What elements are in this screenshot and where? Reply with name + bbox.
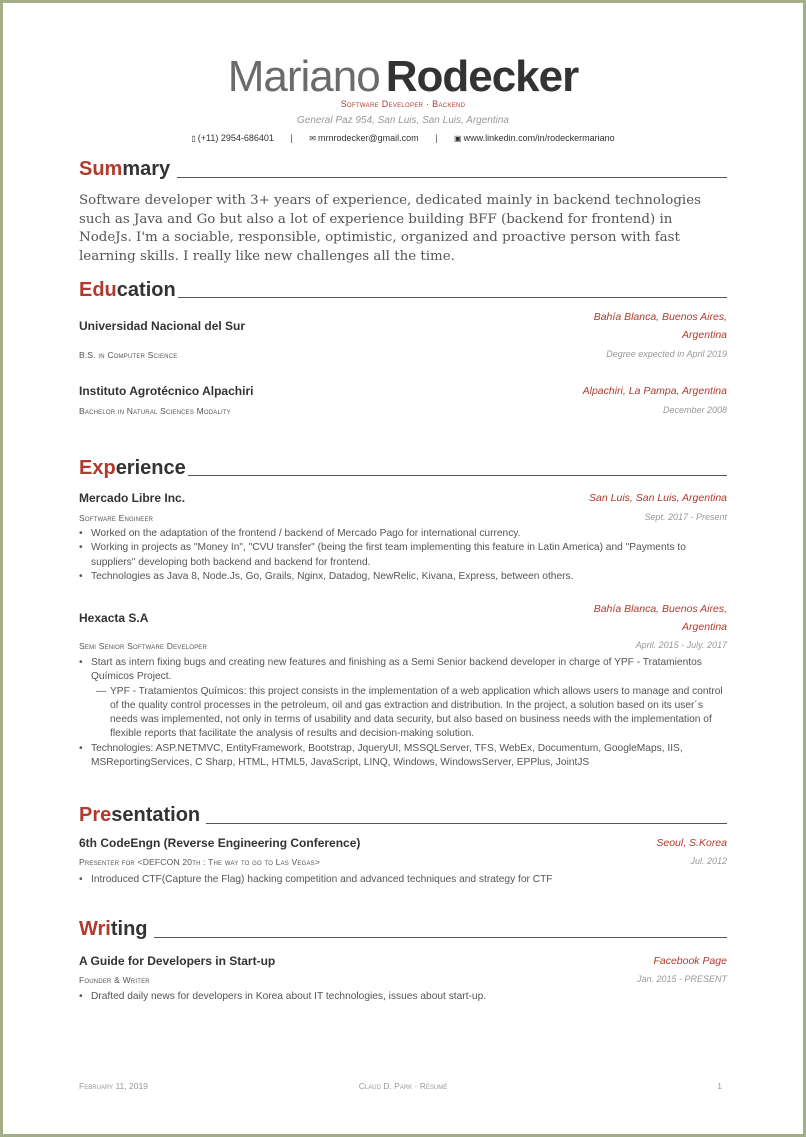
section-rule bbox=[206, 823, 727, 824]
contact-separator: | bbox=[435, 133, 438, 143]
bullet-list bbox=[79, 873, 729, 887]
section-title-experience: Experience bbox=[79, 457, 186, 479]
bullet-item: • Working in projects as "Money In", "CVU transfer" (being the first team implementing this feature in Latin America) and "Payments to suppliers" developing both backend and backend for frontend. bbox=[79, 541, 729, 570]
footer-center: Claud D. Park · Résumé bbox=[358, 1081, 448, 1091]
section-rule bbox=[188, 475, 727, 476]
section-rule bbox=[178, 297, 727, 298]
bullet-item: • Start as intern fixing bugs and creating new features and finishing as a Semi Senior backend developer in charge of YPF - Tratamientos Químicos Project. bbox=[79, 656, 729, 685]
entry-location: Alpachiri, La Pampa, Argentina bbox=[582, 385, 727, 397]
entry-title: Mercado Libre Inc. bbox=[79, 491, 186, 505]
entry-subtitle: B.S. in Computer Science bbox=[79, 350, 178, 360]
entry-title: Instituto Agrotécnico Alpachiri bbox=[79, 384, 254, 398]
entry-date: Jan. 2015 - PRESENT bbox=[636, 974, 727, 984]
entry-title: Universidad Nacional del Sur bbox=[79, 319, 246, 333]
bullet-item: • Drafted daily news for developers in Korea about IT technologies, issues about start-up. bbox=[79, 990, 729, 1004]
section-rule bbox=[154, 937, 727, 938]
mobile-phone-icon: ▯ bbox=[191, 134, 196, 143]
contact-separator: | bbox=[290, 133, 293, 143]
entry-title: A Guide for Developers in Start-up bbox=[79, 954, 276, 968]
entry-date: Degree expected in April 2019 bbox=[606, 349, 727, 359]
phone-number[interactable]: (+11) 2954-686401 bbox=[197, 133, 274, 143]
bullet-item: • Technologies: ASP.NETMVC, EntityFramework, Bootstrap, JqueryUI, MSSQLServer, TFS, WebEx, Documentum, GoogleMaps, IIS, MSReportingServices, C Sharp, HTML, HTML5, JavaScript, LINQ, Windows, WindowsServer, EPPlus, JointJS bbox=[79, 742, 729, 771]
entry-subtitle: Semi Senior Software Developer bbox=[79, 641, 208, 651]
entry-location: Seoul, S.Korea bbox=[656, 837, 727, 849]
summary-text: Software developer with 3+ years of experience, dedicated mainly in backend technologies such as Java and Go but also a lot of experience building BFF (backend for frontend) in NodeJs. I'm a sociable, responsible, optimistic, organized and proactive person with fast learning skills. I really like new challenges all the time. bbox=[79, 193, 701, 264]
section-title-presentation: Presentation bbox=[79, 804, 201, 826]
entry-location: Facebook Page bbox=[653, 955, 727, 967]
email-link[interactable]: mrnrodecker@gmail.com bbox=[317, 133, 419, 143]
entry-date: Sept. 2017 - Present bbox=[644, 512, 727, 522]
contact-bar bbox=[0, 133, 806, 143]
envelope-icon: ✉ bbox=[309, 134, 316, 143]
sub-bullet-item: — YPF - Tratamientos Químicos: this project consists in the implementation of a web application which allows users to manage and control of the quality control processes in the petroleum, oil and gas extraction and distribution. In the project, a solution based on its user´s needs was implemented, not only in terms of usability and data security, but also based on business needs with the implementation of flexible reports that facilitate the analysis of results and decision-making solution. bbox=[79, 685, 729, 742]
bullet-list bbox=[79, 656, 729, 770]
entry-date: Jul. 2012 bbox=[690, 856, 727, 866]
section-title-summary: Summary bbox=[79, 158, 171, 180]
page-number: 1 bbox=[717, 1081, 722, 1091]
entry-date: December 2008 bbox=[662, 405, 727, 415]
address: General Paz 954, San Luis, San Luis, Argentina bbox=[297, 115, 509, 126]
section-title-writing: Writing bbox=[79, 918, 148, 940]
entry-subtitle: Founder & Writer bbox=[79, 975, 150, 985]
entry-date: April. 2015 - July. 2017 bbox=[635, 640, 727, 650]
first-name: Mariano bbox=[227, 52, 380, 101]
section-title-education: Education bbox=[79, 279, 176, 301]
last-name: Rodecker bbox=[385, 52, 579, 101]
bullet-item: • Introduced CTF(Capture the Flag) hacking competition and advanced techniques and strategy for CTF bbox=[79, 873, 729, 887]
bullet-list bbox=[79, 990, 729, 1004]
linkedin-icon: ▣ bbox=[454, 134, 462, 143]
bullet-item: • Worked on the adaptation of the frontend / backend of Mercado Pago for international currency. bbox=[79, 527, 729, 541]
footer-date: February 11, 2019 bbox=[79, 1081, 148, 1091]
resume-name bbox=[0, 52, 806, 102]
position-title: Software Developer · Backend bbox=[340, 99, 466, 109]
entry-subtitle: Bachelor in Natural Sciences Modality bbox=[79, 406, 231, 416]
entry-location: San Luis, San Luis, Argentina bbox=[589, 492, 727, 504]
entry-subtitle: Presenter for <DEFCON 20th : The way to go to Las Vegas> bbox=[79, 857, 321, 867]
entry-title: 6th CodeEngn (Reverse Engineering Conference) bbox=[79, 836, 361, 850]
linkedin-link[interactable]: www.linkedin.com/in/rodeckermariano bbox=[463, 133, 615, 143]
entry-title: Hexacta S.A bbox=[79, 611, 149, 625]
entry-subtitle: Software Engineer bbox=[79, 513, 154, 523]
bullet-item: • Technologies as Java 8, Node.Js, Go, Grails, Nginx, Datadog, NewRelic, Kivana, Express, between others. bbox=[79, 570, 729, 584]
entry-location: Bahía Blanca, Buenos Aires, Argentina bbox=[593, 603, 727, 633]
entry-location: Bahía Blanca, Buenos Aires, Argentina bbox=[593, 311, 727, 341]
bullet-list bbox=[79, 527, 729, 584]
section-rule bbox=[177, 177, 727, 178]
